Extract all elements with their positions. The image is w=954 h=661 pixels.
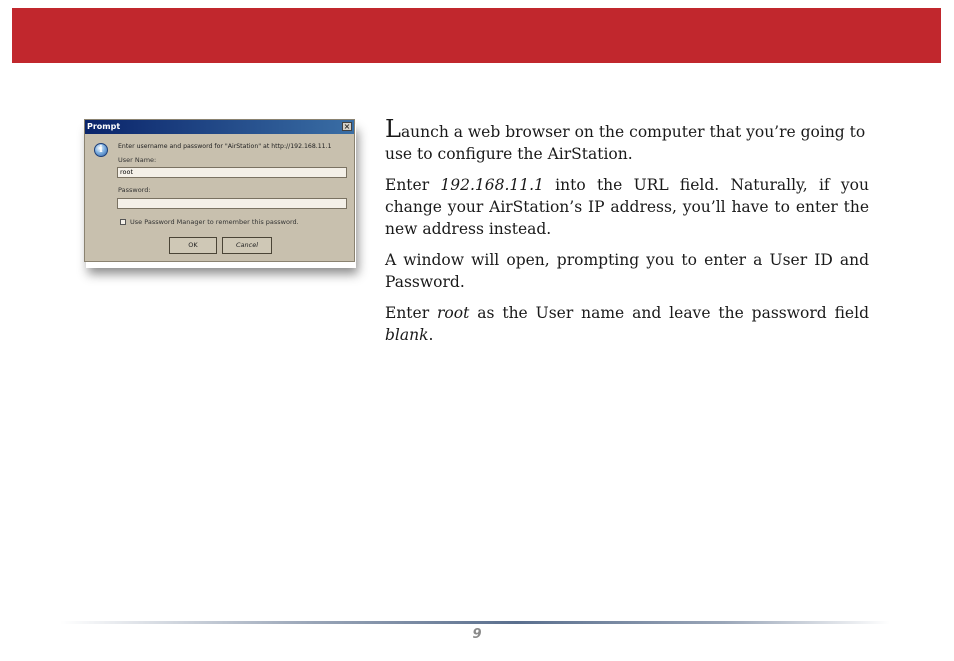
paragraph-enter-root [385,302,869,346]
username-root: root [437,304,470,322]
ok-button[interactable]: OK [169,237,217,254]
password-field[interactable] [117,198,347,209]
password-label: Password: [118,186,151,194]
paragraph-text: Enter [385,304,438,322]
username-label: User Name: [118,156,157,164]
info-icon: i [94,143,108,157]
paragraph-text: as the User name and leave the password field [469,304,869,322]
dialog-prompt-text: Enter username and password for "AirStation" at http://192.168.11.1 [118,143,332,150]
page-number: 9 [472,627,482,642]
login-prompt-dialog [84,119,355,262]
remember-password-checkbox[interactable] [120,219,126,225]
dialog-titlebar[interactable] [85,120,354,134]
ip-address: 192.168.11.1 [440,176,544,194]
paragraph-text: Enter [385,176,441,194]
footer-rule [60,621,890,624]
cancel-button[interactable]: Cancel [222,237,272,254]
password-blank: blank [385,326,429,344]
paragraph-enter-ip [385,174,869,240]
remember-password-label: Use Password Manager to remember this password. [130,218,299,226]
username-field[interactable]: root [117,167,347,178]
paragraph-launch-browser [385,115,869,165]
instructions-text [385,115,869,355]
drop-cap: L [385,115,401,143]
dialog-title: Prompt [87,122,121,131]
header-band [12,8,941,63]
close-icon[interactable]: × [343,122,351,131]
paragraph-text: into the URL field. Naturally, if you change your AirStation’s IP address, you’ll have to enter the new address instead. [385,176,869,238]
paragraph-text: aunch a web browser on the computer that you’re going to use to configure the AirStation. [385,123,866,163]
paragraph-text: . [428,326,434,344]
paragraph-window-opens: A window will open, prompting you to enter a User ID and Password. [385,251,869,291]
